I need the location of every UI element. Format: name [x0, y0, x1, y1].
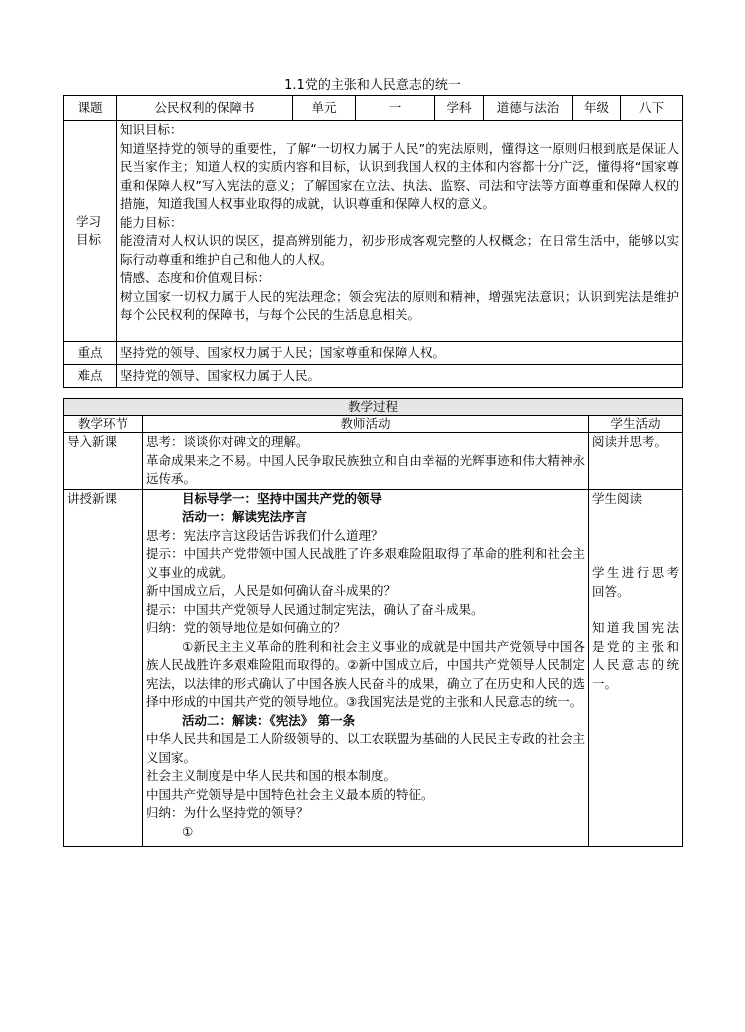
col-header-teacher: 教师活动	[143, 416, 589, 433]
intro-teacher-activity	[143, 433, 589, 490]
main-lesson-row	[64, 489, 683, 846]
topic-label: 课题	[64, 96, 117, 121]
main-stage: 讲授新课	[64, 489, 143, 846]
lesson-header-row	[64, 96, 683, 121]
goal-line: 知道坚持党的领导的重要性，了解“一切权力属于人民”的宪法原则，懂得这一原则归根到底是保证人民当家作主；知道人权的实质内容和目标，认识到我国人权的主体和内容都十分广泛，懂得将“国家尊重和保障人权”写入宪法的意义；了解国家在立法、执法、监察、司法和守法等方面尊重和保障人权的措施，知道我国人权事业取得的成就，认识尊重和保障人权的意义。	[120, 140, 679, 211]
process-title-row	[64, 399, 683, 416]
learning-goals-content	[117, 121, 683, 342]
section-heading: 目标导学一：坚持中国共产党的领导	[182, 490, 383, 506]
unit-label: 单元	[293, 96, 356, 121]
grade-label: 年级	[573, 96, 621, 121]
unit-value: 一	[356, 96, 435, 121]
difficulties-value: 坚持党的领导、国家权力属于人民。	[117, 365, 683, 388]
activity-two-title: 活动二：解读：《宪法》 第一条	[182, 712, 356, 728]
teacher-line: 思考：宪法序言这段话告诉我们什么道理？	[146, 527, 384, 543]
activity-one-title: 活动一：解读宪法序言	[182, 509, 308, 524]
student-line: 知道我国宪法是党的主张和人民意志的统一。	[592, 620, 680, 691]
teacher-line: 革命成果来之不易。中国人民争取民族独立和自由幸福的光辉事迹和伟大精神永远传承。	[146, 452, 585, 486]
key-points-value: 坚持党的领导、国家权力属于人民；国家尊重和保障人权。	[117, 342, 683, 365]
teacher-line: 社会主义制度是中华人民共和国的根本制度。	[146, 768, 397, 783]
learning-goals-row	[64, 121, 683, 342]
lesson-info-table	[63, 95, 683, 388]
page-title: 1.1党的主张和人民意志的统一	[284, 78, 461, 93]
col-header-student: 学生活动	[589, 416, 683, 433]
subject-label: 学科	[435, 96, 484, 121]
intro-stage: 导入新课	[64, 433, 143, 490]
teacher-line: 提示：中国共产党领导人民通过制定宪法，确认了奋斗成果。	[146, 601, 484, 617]
goal-line: 情感、态度和价值观目标：	[120, 270, 271, 285]
goal-line: 能力目标：	[120, 214, 183, 230]
intro-row	[64, 433, 683, 490]
student-line: 学生进行思考回答。	[592, 565, 680, 599]
goal-line: 能澄清对人权认识的误区，提高辨别能力，初步形成客观完整的人权概念；在日常生活中，能够以实际行动尊重和维护自己和他人的人权。	[120, 233, 679, 267]
topic-value: 公民权利的保障书	[117, 96, 293, 121]
key-points-label: 重点	[64, 342, 117, 365]
goal-line: 树立国家一切权力属于人民的宪法理念；领会宪法的原则和精神，增强宪法意识；认识到宪法是维护每个公民权利的保障书，与每个公民的生活息息相关。	[120, 288, 679, 322]
intro-student-activity: 阅读并思考。	[589, 433, 683, 490]
teacher-line: ①	[182, 823, 194, 839]
teacher-line: 归纳：为什么坚持党的领导？	[146, 805, 309, 820]
difficulties-label: 难点	[64, 365, 117, 388]
summary-paragraph: ①新民主主义革命的胜利和社会主义事业的成就是中国共产党领导中国各族人民战胜许多艰难险阻而取得的。②新中国成立后，中国共产党领导人民制定宪法，以法律的形式确认了中国各族人民奋斗的成果，确立了在历史和人民的选择中形成的中国共产党的领导地位。③我国宪法是党的主张和人民意志的统一。	[146, 638, 585, 709]
student-line: 学生阅读	[592, 490, 643, 506]
goal-line: 知识目标：	[120, 122, 183, 137]
teacher-line: 归纳：党的领导地位是如何确立的？	[146, 620, 347, 635]
main-teacher-activity	[143, 489, 589, 846]
teacher-line: 新中国成立后，人民是如何确认奋斗成果的？	[146, 583, 397, 598]
subject-value: 道德与法治	[484, 96, 573, 121]
process-title: 教学过程	[64, 399, 683, 416]
teacher-line: 思考：谈谈你对碑文的理解。	[146, 434, 309, 449]
learning-goals-label-text: 学习目标	[76, 213, 102, 247]
teaching-process-table	[63, 398, 683, 847]
grade-value: 八下	[621, 96, 683, 121]
teacher-line: 提示：中国共产党带领中国人民战胜了许多艰难险阻取得了革命的胜利和社会主义事业的成就。	[146, 546, 585, 580]
teacher-line: 中国共产党领导是中国特色社会主义最本质的特征。	[146, 786, 434, 802]
process-column-header-row	[64, 416, 683, 433]
learning-goals-label	[64, 121, 117, 342]
teacher-line: 中华人民共和国是工人阶级领导的、以工农联盟为基础的人民民主专政的社会主义国家。	[146, 731, 585, 765]
difficulties-row	[64, 365, 683, 388]
main-student-activity	[589, 489, 683, 846]
col-header-stage: 教学环节	[64, 416, 143, 433]
key-points-row	[64, 342, 683, 365]
